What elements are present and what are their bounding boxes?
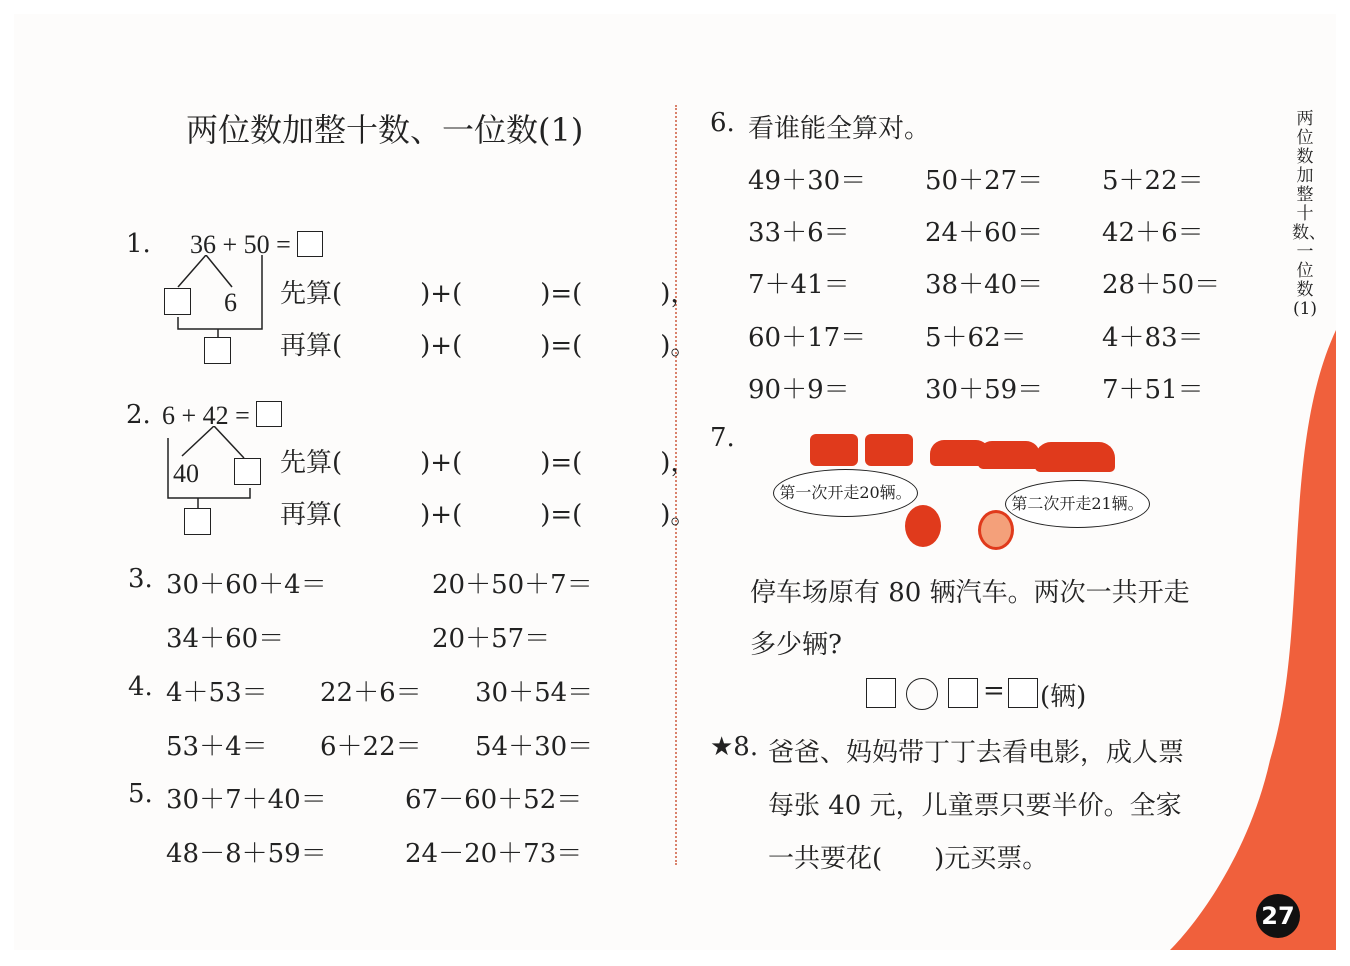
car-front-icon (865, 434, 913, 466)
q1-given-part: 6 (224, 288, 237, 317)
q7-number: 7. (710, 423, 735, 453)
q7-operand2-box[interactable] (948, 678, 978, 708)
q7-problem-line1: 停车场原有 80 辆汽车。两次一共开走 (750, 578, 1190, 608)
q5-item: 24－20＋73＝ (405, 839, 583, 869)
q6-item: 30＋59＝ (925, 375, 1044, 405)
q4-item: 6＋22＝ (320, 732, 422, 762)
q8-line3: 一共要花( )元买票。 (768, 844, 1049, 874)
car-front-icon (810, 434, 858, 466)
q1-answer-box[interactable] (297, 231, 323, 257)
q6-item: 38＋40＝ (925, 270, 1044, 300)
q4-item: 54＋30＝ (475, 732, 594, 762)
q6-item: 90＋9＝ (748, 375, 850, 405)
q6-item: 33＋6＝ (748, 218, 850, 248)
q7-unit: (辆) (1040, 682, 1087, 712)
q6-number: 6. (710, 108, 735, 138)
q1-sum-box[interactable] (204, 337, 231, 364)
q6-item: 7＋41＝ (748, 270, 850, 300)
q6-item: 24＋60＝ (925, 218, 1044, 248)
q3-item: 20＋57＝ (432, 624, 551, 654)
q6-item: 60＋17＝ (748, 323, 867, 353)
q7-operator-circle[interactable] (906, 678, 938, 710)
q7-result-box[interactable] (1008, 678, 1038, 708)
q6-heading: 看谁能全算对。 (748, 114, 931, 144)
decorative-wave (1160, 330, 1350, 966)
q5-item: 48－8＋59＝ (166, 839, 327, 869)
girl-face-icon (978, 510, 1014, 550)
q7-equals: = (983, 676, 1005, 706)
car-side-icon (978, 441, 1040, 469)
q6-item: 7＋51＝ (1102, 375, 1204, 405)
q8-number: ★8. (710, 732, 759, 762)
column-divider (675, 105, 677, 865)
q2-number: 2. (126, 400, 151, 430)
q5-item: 67－60＋52＝ (405, 785, 583, 815)
q4-item: 4＋53＝ (166, 678, 268, 708)
q2-answer-box[interactable] (256, 401, 282, 427)
q1-step1: 先算( )+( )=( )， (280, 279, 697, 309)
speech-bubble-2: 第二次开走21辆。 (1005, 480, 1150, 528)
q2-step2: 再算( )+( )=( )。 (280, 500, 697, 530)
q3-item: 30＋60＋4＝ (166, 570, 327, 600)
q5-item: 30＋7＋40＝ (166, 785, 327, 815)
q1-number: 1. (126, 229, 151, 259)
q8-line2: 每张 40 元，儿童票只要半价。全家 (768, 791, 1182, 821)
q4-item: 30＋54＝ (475, 678, 594, 708)
q2-step1: 先算( )+( )=( )， (280, 448, 697, 478)
q1-split-box[interactable] (164, 288, 191, 315)
q2-split-box[interactable] (234, 458, 261, 485)
q4-item: 22＋6＝ (320, 678, 422, 708)
q7-problem-line2: 多少辆? (750, 630, 842, 660)
q3-item: 34＋60＝ (166, 624, 285, 654)
speech-bubble-1: 第一次开走20辆。 (773, 469, 918, 517)
q3-number: 3. (128, 564, 153, 594)
q5-number: 5. (128, 779, 153, 809)
q6-item: 5＋22＝ (1102, 166, 1204, 196)
q4-number: 4. (128, 672, 153, 702)
page-title: 两位数加整十数、一位数(1) (186, 111, 584, 149)
q2-expression: 6 + 42 = (162, 401, 250, 430)
q7-operand1-box[interactable] (866, 678, 896, 708)
q8-line1: 爸爸、妈妈带丁丁去看电影，成人票 (768, 738, 1185, 768)
q2-given-part: 40 (173, 459, 199, 488)
q6-item: 50＋27＝ (925, 166, 1044, 196)
q1-step2: 再算( )+( )=( )。 (280, 331, 697, 361)
q6-item: 49＋30＝ (748, 166, 867, 196)
q6-item: 4＋83＝ (1102, 323, 1204, 353)
q6-item: 42＋6＝ (1102, 218, 1204, 248)
q6-item: 5＋62＝ (925, 323, 1027, 353)
q1-expression: 36 + 50 = (190, 230, 291, 259)
side-label: 两位数加整十数、一位数(1) (1292, 109, 1326, 319)
q2-sum-box[interactable] (184, 508, 211, 535)
boy-face-icon (905, 505, 941, 547)
q3-item: 20＋50＋7＝ (432, 570, 593, 600)
q4-item: 53＋4＝ (166, 732, 268, 762)
q6-item: 28＋50＝ (1102, 270, 1221, 300)
car-side-icon (1035, 442, 1115, 472)
page-number: 27 (1256, 894, 1300, 938)
